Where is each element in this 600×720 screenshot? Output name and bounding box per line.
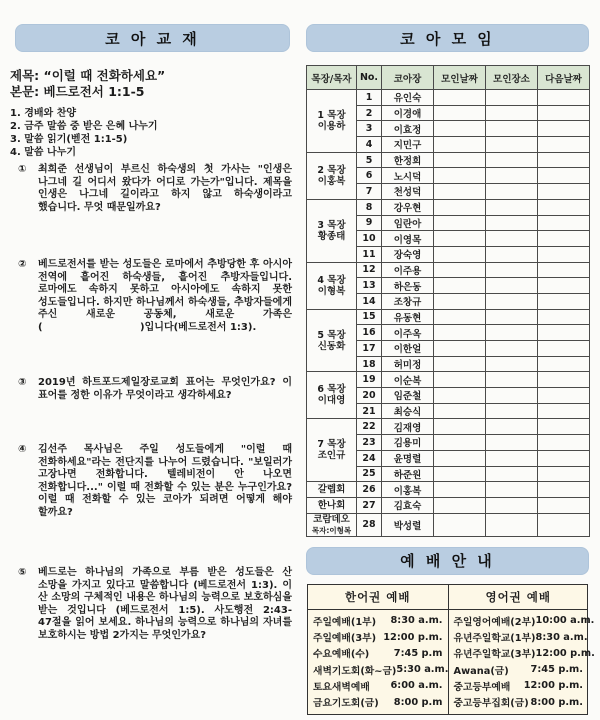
meeting-table-row: [307, 482, 590, 498]
leader-name-cell: 이한얼: [382, 341, 434, 357]
service-row: [313, 613, 443, 629]
question-number: ④: [18, 444, 27, 455]
meeting-table-row: [307, 199, 590, 215]
group-label-cell: [307, 482, 357, 498]
question-number: ⑤: [18, 567, 27, 578]
service-label: 중고등부집회(금): [453, 698, 529, 710]
meet-date-cell: [434, 199, 486, 215]
meet-place-cell: [486, 168, 538, 184]
service-label: 새벽기도회(화~금): [313, 665, 397, 677]
leader-name-cell: 유인숙: [382, 90, 434, 106]
meeting-table-row: [307, 497, 590, 513]
meet-date-cell: [434, 482, 486, 498]
member-no-cell: 9: [357, 215, 382, 231]
col-header-no: No.: [357, 66, 382, 90]
group-label-line: 신동화: [317, 340, 346, 352]
service-time: 7:45 p.m: [393, 647, 443, 659]
meet-date-cell: [434, 497, 486, 513]
question-list: [10, 164, 292, 642]
meet-date-cell: [434, 356, 486, 372]
group-label-line: 갈렙회: [317, 484, 346, 496]
question-item: [10, 377, 292, 402]
leader-name-cell: 임란아: [382, 215, 434, 231]
meet-date-cell: [434, 105, 486, 121]
member-no-cell: 23: [357, 435, 382, 451]
next-date-cell: [538, 419, 590, 435]
service-time: 8:30 a.m.: [535, 631, 588, 643]
next-date-cell: [538, 356, 590, 372]
group-label-line: 1 목장: [317, 109, 346, 121]
koa-study-section: [10, 24, 292, 642]
col-header-meet-place: 모인장소: [486, 66, 538, 90]
leader-name-cell: 이순복: [382, 372, 434, 388]
group-label-line: 한나회: [317, 499, 346, 511]
group-label-line: 코람데오: [313, 513, 350, 525]
koa-meeting-title: 코 아 모 임: [400, 29, 495, 48]
service-time: 6:00 a.m.: [390, 680, 443, 692]
service-row: [313, 629, 443, 645]
meet-date-cell: [434, 372, 486, 388]
group-label-line: 4 목장: [317, 274, 346, 286]
group-label-cell: [307, 513, 357, 536]
koa-meeting-title-bar: [306, 24, 589, 52]
meet-date-cell: [434, 293, 486, 309]
meeting-table-row: [307, 513, 590, 536]
scripture-line: 본문: 베드로전서 1:1-5: [10, 83, 145, 99]
next-date-cell: [538, 137, 590, 153]
group-label-line: 목자:이형복: [311, 525, 352, 535]
member-no-cell: 25: [357, 466, 382, 482]
agenda-item: 4. 말씀 나누기: [10, 147, 77, 158]
col-header-meet-date: 모인날짜: [434, 66, 486, 90]
leader-name-cell: 김효숙: [382, 497, 434, 513]
group-label-cell: [307, 497, 357, 513]
leader-name-cell: 최승식: [382, 403, 434, 419]
meet-place-cell: [486, 513, 538, 536]
next-date-cell: [538, 121, 590, 137]
next-date-cell: [538, 325, 590, 341]
next-date-cell: [538, 466, 590, 482]
service-time: 8:00 p.m: [393, 696, 443, 708]
leader-name-cell: 이영목: [382, 231, 434, 247]
meet-place-cell: [486, 497, 538, 513]
group-label-line: 이용하: [317, 120, 346, 132]
group-label-cell: [307, 419, 357, 482]
next-date-cell: [538, 152, 590, 168]
service-label: 주일예배(1부): [313, 616, 377, 628]
leader-name-cell: 노시덕: [382, 168, 434, 184]
service-label: 금요기도회(금): [313, 698, 379, 710]
service-time: 8:00 p.m.: [530, 696, 583, 708]
member-no-cell: 12: [357, 262, 382, 278]
leader-name-cell: 허미정: [382, 356, 434, 372]
meeting-table-row: [307, 372, 590, 388]
next-date-cell: [538, 262, 590, 278]
leader-name-cell: 강우현: [382, 199, 434, 215]
member-no-cell: 14: [357, 293, 382, 309]
next-date-cell: [538, 105, 590, 121]
group-label-cell: [307, 262, 357, 309]
leader-name-cell: 한정희: [382, 152, 434, 168]
group-label-line: 조인규: [317, 450, 346, 462]
member-no-cell: 7: [357, 184, 382, 200]
meet-date-cell: [434, 246, 486, 262]
leader-name-cell: 조창규: [382, 293, 434, 309]
service-label: 주일영어예배(2부): [453, 616, 536, 628]
leader-name-cell: 이홍복: [382, 482, 434, 498]
member-no-cell: 28: [357, 513, 382, 536]
service-row: [453, 629, 588, 645]
col-header-group: 목장/목자: [307, 66, 357, 90]
member-no-cell: 16: [357, 325, 382, 341]
service-row: [454, 661, 584, 677]
next-date-cell: [538, 497, 590, 513]
service-label: 유년주일학교(1부): [453, 633, 536, 644]
group-label-line: 3 목장: [317, 219, 346, 231]
service-time: 8:30 a.m.: [390, 615, 443, 627]
meet-date-cell: [434, 388, 486, 404]
leader-name-cell: 이효정: [382, 121, 434, 137]
meet-place-cell: [486, 293, 538, 309]
meeting-table-row: [307, 309, 590, 325]
next-date-cell: [538, 372, 590, 388]
leader-name-cell: 김재영: [382, 419, 434, 435]
col-header-leader: 코아장: [382, 66, 434, 90]
member-no-cell: 20: [357, 388, 382, 404]
meet-date-cell: [434, 90, 486, 106]
next-date-cell: [538, 309, 590, 325]
meeting-table-row: [307, 90, 590, 106]
group-label-line: 6 목장: [317, 384, 346, 396]
meet-date-cell: [434, 184, 486, 200]
service-time: 10:00 a.m.: [535, 615, 595, 627]
meet-place-cell: [486, 372, 538, 388]
service-row: [313, 661, 449, 677]
meet-place-cell: [486, 246, 538, 262]
group-label-cell: [307, 90, 357, 153]
question-item: [10, 567, 292, 642]
meet-place-cell: [486, 152, 538, 168]
meeting-table-header-row: [307, 66, 590, 90]
meeting-table-row: [307, 152, 590, 168]
group-label-line: 이홍복: [317, 175, 346, 187]
meet-place-cell: [486, 137, 538, 153]
agenda-item: 2. 금주 말씀 중 받은 은혜 나누기: [10, 121, 158, 132]
meeting-table-row: [307, 262, 590, 278]
member-no-cell: 13: [357, 278, 382, 294]
worship-column-header: 영어권 예배: [449, 585, 589, 610]
meet-place-cell: [486, 450, 538, 466]
koa-study-title: 코 아 교 재: [105, 29, 200, 48]
meet-place-cell: [486, 466, 538, 482]
worship-rows: [449, 610, 595, 715]
meet-date-cell: [434, 215, 486, 231]
meet-place-cell: [486, 419, 538, 435]
meet-place-cell: [486, 403, 538, 419]
service-row: [313, 645, 443, 661]
next-date-cell: [538, 215, 590, 231]
question-number: ①: [18, 164, 27, 175]
meeting-table: [306, 65, 590, 537]
member-no-cell: 15: [357, 309, 382, 325]
question-text: 베드로는 하나님의 가족으로 부름 받은 성도들은 산 소망을 가지고 있다고 말씀합니다 (베드로전서 1:3). 이 산 소망의 구체적인 내용은 하나님의 능력으로 보호하심을 받는 것입니다 (베드로전서 1:5). 사도행전 2:43-47절을 읽어 보세요. 하나님의 능력으로 하나님의 자녀를 보호하시는 방법 2가지는 무엇인가요?: [38, 567, 292, 641]
next-date-cell: [538, 278, 590, 294]
service-row: [453, 613, 595, 629]
member-no-cell: 11: [357, 246, 382, 262]
next-date-cell: [538, 388, 590, 404]
meet-place-cell: [486, 184, 538, 200]
leader-name-cell: 유동현: [382, 309, 434, 325]
koa-study-title-bar: [15, 24, 290, 52]
meet-place-cell: [486, 309, 538, 325]
service-row: [313, 678, 443, 694]
group-label-cell: [307, 372, 357, 419]
service-label: 중고등부예배: [453, 681, 511, 693]
service-row: [313, 694, 443, 710]
worship-rows: [308, 610, 448, 715]
question-number: ②: [18, 259, 27, 270]
question-text: 김선주 목사님은 주일 성도들에게 "이럴 때 전화하세요"라는 전단지를 나누어 드렸습니다. "보일러가 고장나면 전화합니다. 텔레비전이 안 나오면 전화합니다..." 이럴 때 전화할 수 있는 분은 누구인가요? 이럴 때 전화할 수 있는 코아가 되려면 어떻게 해야 할까요?: [38, 444, 292, 518]
service-label: 토요새벽예배: [313, 681, 370, 693]
group-label-line: 7 목장: [317, 439, 346, 451]
member-no-cell: 26: [357, 482, 382, 498]
member-no-cell: 5: [357, 152, 382, 168]
next-date-cell: [538, 341, 590, 357]
meet-date-cell: [434, 152, 486, 168]
group-label-line: 5 목장: [317, 329, 346, 341]
meeting-table-row: [307, 419, 590, 435]
service-time: 12:00 p.m.: [535, 647, 595, 659]
member-no-cell: 6: [357, 168, 382, 184]
group-label-line: 황종태: [317, 230, 346, 242]
meet-place-cell: [486, 199, 538, 215]
meet-place-cell: [486, 105, 538, 121]
service-label: Awana(금): [453, 665, 509, 677]
leader-name-cell: 김용미: [382, 435, 434, 451]
member-no-cell: 10: [357, 231, 382, 247]
meet-place-cell: [486, 215, 538, 231]
question-text: 최희준 선생님이 부르신 하숙생의 첫 가사는 "인생은 나그네 길 어디서 왔다가 어디로 가는가"입니다. 제목을 인생은 나그네 길이라고 하지 않고 하숙생이라고 했습니다. 무엇 때문일까요?: [38, 164, 292, 213]
subject-block: [10, 68, 292, 99]
meet-place-cell: [486, 90, 538, 106]
meet-place-cell: [486, 325, 538, 341]
service-time: 12:00 p.m.: [523, 680, 583, 692]
member-no-cell: 17: [357, 341, 382, 357]
col-header-next-date: 다음날짜: [538, 66, 590, 90]
meet-date-cell: [434, 341, 486, 357]
meet-place-cell: [486, 435, 538, 451]
agenda-list: [10, 107, 292, 159]
next-date-cell: [538, 403, 590, 419]
service-label: 유년주일학교(3부): [453, 649, 536, 661]
meet-date-cell: [434, 309, 486, 325]
meet-date-cell: [434, 325, 486, 341]
service-time: 7:45 p.m.: [530, 664, 583, 676]
worship-table: [307, 584, 595, 716]
member-no-cell: 27: [357, 497, 382, 513]
member-no-cell: 3: [357, 121, 382, 137]
agenda-item: 3. 말씀 읽기(벧전 1:1-5): [10, 134, 128, 145]
agenda-item: 1. 경배와 찬양: [10, 108, 77, 119]
meet-date-cell: [434, 466, 486, 482]
question-text: 베드로전서를 받는 성도들은 로마에서 추방당한 후 아시아 전역에 흩어진 하숙생들, 흩어진 추방자들입니다. 로마에도 속하지 못하고 아시아에도 속하지 못한 성도들입니다. 하지만 하나님께서 하숙생들, 추방자들에게 주신 새로운 공동체, 새로운 가족은 ( )입니다(베드로전서 1:3).: [38, 259, 292, 333]
meet-place-cell: [486, 341, 538, 357]
next-date-cell: [538, 231, 590, 247]
meet-place-cell: [486, 278, 538, 294]
group-label-cell: [307, 152, 357, 199]
group-label-line: 이대영: [317, 395, 346, 407]
next-date-cell: [538, 293, 590, 309]
question-item: [10, 164, 292, 214]
meet-date-cell: [434, 435, 486, 451]
meet-date-cell: [434, 137, 486, 153]
member-no-cell: 19: [357, 372, 382, 388]
next-date-cell: [538, 199, 590, 215]
leader-name-cell: 지민구: [382, 137, 434, 153]
meet-date-cell: [434, 513, 486, 536]
leader-name-cell: 이주옥: [382, 325, 434, 341]
member-no-cell: 1: [357, 90, 382, 106]
meet-place-cell: [486, 231, 538, 247]
service-time: 5:30 a.m.: [396, 664, 449, 676]
leader-name-cell: 하준원: [382, 466, 434, 482]
next-date-cell: [538, 168, 590, 184]
group-label-line: 이형복: [317, 285, 346, 297]
next-date-cell: [538, 450, 590, 466]
meet-place-cell: [486, 121, 538, 137]
meet-date-cell: [434, 262, 486, 278]
meet-place-cell: [486, 356, 538, 372]
next-date-cell: [538, 246, 590, 262]
leader-name-cell: 천성덕: [382, 184, 434, 200]
member-no-cell: 21: [357, 403, 382, 419]
next-date-cell: [538, 482, 590, 498]
leader-name-cell: 윤명렬: [382, 450, 434, 466]
member-no-cell: 4: [357, 137, 382, 153]
member-no-cell: 18: [357, 356, 382, 372]
service-row: [453, 645, 595, 661]
service-row: [454, 678, 584, 694]
worship-info-title-bar: [306, 547, 589, 575]
group-label-cell: [307, 309, 357, 372]
member-no-cell: 22: [357, 419, 382, 435]
leader-name-cell: 이경애: [382, 105, 434, 121]
next-date-cell: [538, 513, 590, 536]
question-text: 2019년 하트포드제일장로교회 표어는 무엇인가요? 이 표어를 정한 이유가 무엇이라고 생각하세요?: [38, 377, 292, 401]
group-label-cell: [307, 199, 357, 262]
meet-place-cell: [486, 388, 538, 404]
leader-name-cell: 이주용: [382, 262, 434, 278]
meet-date-cell: [434, 231, 486, 247]
next-date-cell: [538, 90, 590, 106]
meet-date-cell: [434, 403, 486, 419]
english-worship-column: [449, 585, 595, 715]
leader-name-cell: 장숙영: [382, 246, 434, 262]
leader-name-cell: 임준철: [382, 388, 434, 404]
worship-column-header: 한어권 예배: [308, 585, 448, 610]
meet-date-cell: [434, 278, 486, 294]
worship-info-title: 예 배 안 내: [400, 552, 495, 571]
meet-date-cell: [434, 121, 486, 137]
meet-place-cell: [486, 482, 538, 498]
leader-name-cell: 하은동: [382, 278, 434, 294]
service-label: 주일예배(3부): [313, 633, 377, 644]
subject-line: 제목: “이럴 때 전화하세요”: [10, 68, 166, 83]
next-date-cell: [538, 435, 590, 451]
service-time: 12:00 p.m.: [383, 631, 443, 643]
leader-name-cell: 박성렬: [382, 513, 434, 536]
meet-place-cell: [486, 262, 538, 278]
meet-date-cell: [434, 168, 486, 184]
next-date-cell: [538, 184, 590, 200]
question-number: ③: [18, 377, 27, 388]
service-label: 수요예배(수): [313, 649, 370, 661]
member-no-cell: 24: [357, 450, 382, 466]
service-row: [454, 694, 584, 710]
member-no-cell: 8: [357, 199, 382, 215]
member-no-cell: 2: [357, 105, 382, 121]
koa-meeting-section: [306, 24, 595, 715]
korean-worship-column: [308, 585, 449, 715]
meet-date-cell: [434, 450, 486, 466]
meet-date-cell: [434, 419, 486, 435]
question-item: [10, 259, 292, 334]
question-item: [10, 444, 292, 519]
group-label-line: 2 목장: [317, 164, 346, 176]
